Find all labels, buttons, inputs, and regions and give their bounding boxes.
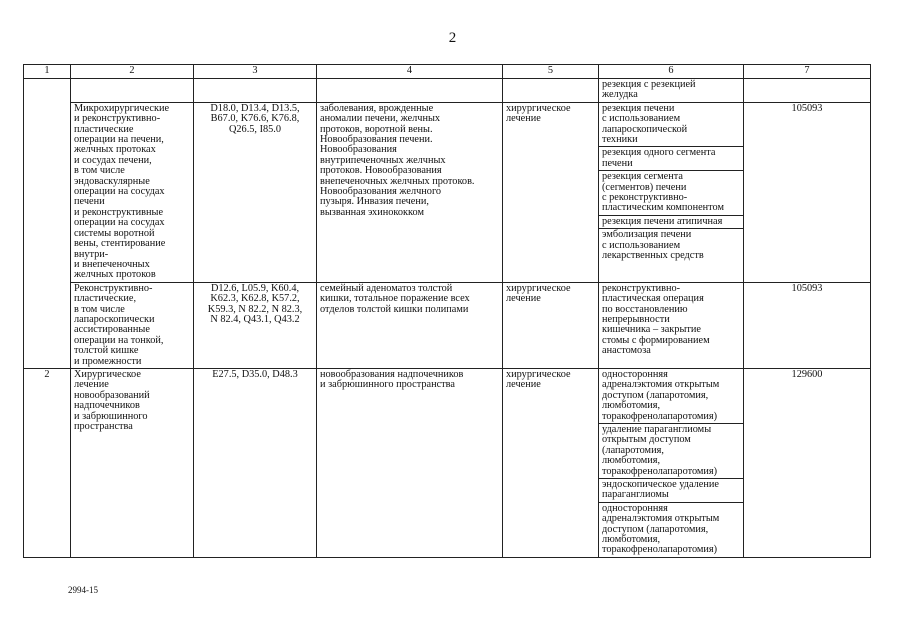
header-col-6: 6 [599, 65, 744, 79]
method-item: резекция сегмента (сегментов) печени с реконструктивно- пластическим компонентом [599, 171, 743, 216]
header-col-3: 3 [194, 65, 317, 79]
icd-codes: D12.6, L05.9, K60.4, K62.3, K62.8, K57.2, K59.3, N 82.2, N 82.3, N 82.4, Q43.1, Q43.2 [194, 282, 317, 368]
method-item: односторонняя адреналэктомия открытым доступом (лапаротомия, люмботомия, торакофренолапаротомия) [602, 502, 720, 556]
methods-cell [599, 282, 744, 368]
service-name: Микрохирургические и реконструктивно- пластические операции на печени, желчных протоках и сосудах печени, в том числе эндоваскулярные операции на сосудах печени и реконструктивные операции на сосудах системы воротной вены, стентирование внутри- и внепеченочных желчных протоков [71, 102, 194, 282]
header-col-4: 4 [317, 65, 503, 79]
table-row [24, 368, 871, 557]
service-name: Хирургическое лечение новообразований надпочечников и забрюшинного пространства [71, 368, 194, 557]
service-name: Реконструктивно- пластические, в том числе лапароскопически ассистированные операции на тонкой, толстой кишке и промежности [71, 282, 194, 368]
treatment-type: хирургическое лечение [503, 282, 599, 368]
methods-cell [599, 102, 744, 282]
method-item: реконструктивно- пластическая операция по восстановлению непрерывности кишечника – закрытие стомы с формированием анастомоза [602, 282, 710, 357]
cont-cell [503, 79, 599, 103]
cont-cell [194, 79, 317, 103]
method-item: резекция печени с использованием лапароскопической техники [599, 103, 743, 148]
method-item: эмболизация печени с использованием лекарственных средств [602, 229, 704, 262]
method-item: удаление параганглиомы открытым доступом (лапаротомия, люмботомия, торакофренолапаротомия) [599, 424, 743, 479]
method-item: резекция печени атипичная [599, 216, 743, 229]
header-col-7: 7 [744, 65, 871, 79]
document-code: 2994-15 [68, 585, 98, 595]
header-row [24, 65, 871, 79]
table-row [24, 282, 871, 368]
cont-cell [317, 79, 503, 103]
page-number: 2 [448, 30, 457, 46]
methods-cell [599, 368, 744, 557]
method-cell: резекция с резекцией желудка [599, 79, 744, 103]
cont-cell [71, 79, 194, 103]
cost: 129600 [744, 368, 871, 557]
header-col-1: 1 [24, 65, 71, 79]
diagnosis: семейный аденоматоз толстой кишки, тотальное поражение всех отделов толстой кишки полипами [317, 282, 503, 368]
icd-codes: E27.5, D35.0, D48.3 [194, 368, 317, 557]
method-item: эндоскопическое удаление параганглиомы [599, 479, 743, 503]
services-table [23, 64, 871, 558]
treatment-type: хирургическое лечение [503, 102, 599, 282]
icd-codes: D18.0, D13.4, D13.5, B67.0, K76.6, K76.8, Q26.5, I85.0 [194, 102, 317, 282]
header-col-2: 2 [71, 65, 194, 79]
cost: 105093 [744, 102, 871, 282]
header-col-5: 5 [503, 65, 599, 79]
continuation-row [24, 79, 871, 103]
table-row [24, 102, 871, 282]
group-number-cell [24, 79, 71, 369]
method-item: резекция одного сегмента печени [599, 147, 743, 171]
method-item: односторонняя адреналэктомия открытым доступом (лапаротомия, люмботомия, торакофренолапаротомия) [599, 369, 743, 424]
cost: 105093 [744, 282, 871, 368]
diagnosis: новообразования надпочечников и забрюшинного пространства [317, 368, 503, 557]
cont-cell [744, 79, 871, 103]
treatment-type: хирургическое лечение [503, 368, 599, 557]
group-number-cell: 2 [24, 368, 71, 557]
diagnosis: заболевания, врожденные аномалии печени, желчных протоков, воротной вены. Новообразования печени. Новообразования внутрипеченочных желчных протоков. Новообразования внепеченочных желчных протоков. Новообразования желчного пузыря. Инвазия печени, вызванная эхинококком [317, 102, 503, 282]
